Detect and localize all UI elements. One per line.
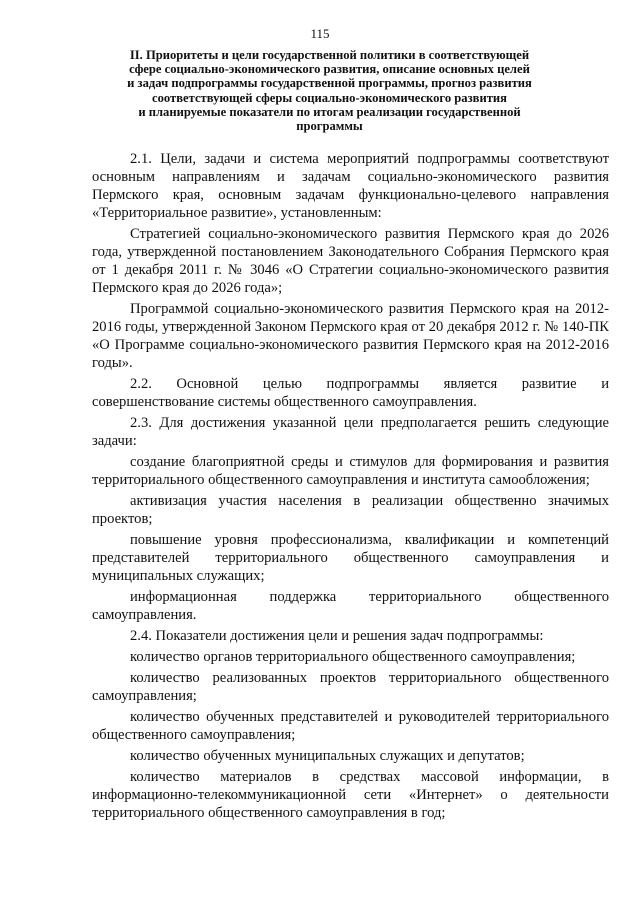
paragraph: 2.2. Основной целью подпрограммы является развитие и совершенствование системы общественного самоуправления. xyxy=(92,376,609,410)
page-number: 115 xyxy=(310,26,330,41)
list-item: количество обученных муниципальных служащих и депутатов; xyxy=(130,748,525,764)
document-body xyxy=(92,150,609,822)
heading-line: сфере социально-экономического развития, описание основных целей xyxy=(129,62,530,77)
heading-line: и задач подпрограммы государственной программы, прогноз развития xyxy=(127,76,532,91)
heading-line: II. Приоритеты и цели государственной политики в соответствующей xyxy=(129,48,530,62)
list-item: количество материалов в средствах массовой информации, в информационно-телекоммуникационной сети «Интернет» о деятельности территориального общественного самоуправления в год; xyxy=(92,769,609,821)
list-item: количество органов территориального общественного самоуправления; xyxy=(130,649,576,665)
paragraph: Программой социально-экономического развития Пермского края на 2012-2016 годы, утвержденной Законом Пермского края от 20 декабря 2012 г. № 140-ПК «О Программе социально-экономического развития Пермского края на 2012-2016 годы». xyxy=(92,301,609,371)
section-heading xyxy=(92,48,567,133)
list-item: информационная поддержка территориального общественного самоуправления. xyxy=(92,589,609,623)
paragraph: 2.1. Цели, задачи и система мероприятий подпрограммы соответствуют основным направлениям и задачам социально-экономического развития Пермского края, основным задачам функционально-целевого направления «Территориальное развитие», установленным: xyxy=(92,151,609,221)
list-item: активизация участия населения в реализации общественно значимых проектов; xyxy=(92,493,609,527)
heading-line: и планируемые показатели по итогам реализации государственной xyxy=(138,104,521,119)
heading-line: программы xyxy=(296,119,363,134)
paragraph: 2.3. Для достижения указанной цели предполагается решить следующие задачи: xyxy=(92,415,609,449)
list-item: количество реализованных проектов территориального общественного самоуправления; xyxy=(92,670,609,704)
heading-line: соответствующей сферы социально-экономического развития xyxy=(152,90,507,105)
paragraph: 2.4. Показатели достижения цели и решения задач подпрограммы: xyxy=(130,628,544,644)
paragraph: Стратегией социально-экономического развития Пермского края до 2026 года, утвержденной постановлением Законодательного Собрания Пермского края от 1 декабря 2011 г. № 3046 «О Стратегии социально-экономического развития Пермского края до 2026 года»; xyxy=(92,226,609,296)
list-item: количество обученных представителей и руководителей территориального общественного самоуправления; xyxy=(92,709,609,743)
list-item: создание благоприятной среды и стимулов для формирования и развития территориального общественного самоуправления и института самообложения; xyxy=(92,454,609,488)
list-item: повышение уровня профессионализма, квалификации и компетенций представителей территориального общественного самоуправления и муниципальных служащих; xyxy=(92,532,609,584)
